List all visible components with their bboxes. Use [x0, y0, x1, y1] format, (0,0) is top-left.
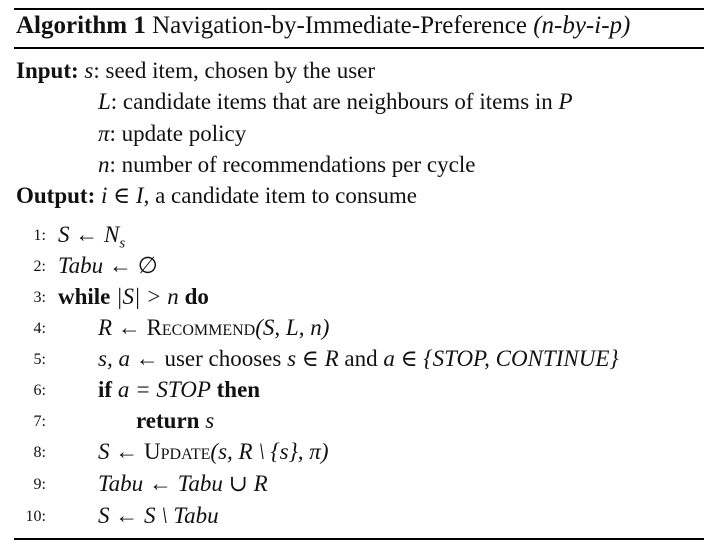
step-body	[98, 346, 619, 372]
input-line-2	[98, 121, 246, 147]
assign-arrow: ←	[115, 439, 139, 464]
step-body	[98, 503, 219, 529]
input-line-0	[16, 58, 375, 84]
input-symbol: n	[98, 152, 110, 177]
step-number: 3:	[33, 289, 46, 306]
function-update: Update	[144, 439, 211, 464]
step-var: Tabu	[58, 253, 104, 278]
step-body	[98, 439, 328, 465]
step-var: Tabu	[98, 471, 144, 496]
step-number: 4:	[33, 320, 46, 337]
keyword-return: return	[136, 408, 200, 433]
step-body	[98, 315, 329, 341]
step-body	[98, 377, 260, 403]
keyword-while: while	[58, 284, 111, 309]
bottom-rule	[14, 538, 704, 540]
step-number: 6:	[33, 382, 46, 399]
step-body	[58, 222, 125, 253]
keyword-do: do	[184, 284, 209, 309]
keyword-then: then	[216, 377, 261, 402]
step-expr: ∅	[137, 253, 158, 278]
step-var: S	[98, 439, 110, 464]
step-expr: s ∈ R	[287, 346, 339, 371]
keyword-if: if	[98, 377, 113, 402]
step-number: 9:	[33, 476, 46, 493]
title-rule	[14, 47, 704, 49]
function-recommend: Recommend	[146, 315, 256, 340]
assign-arrow: ←	[75, 222, 99, 247]
step-expr: S \ Tabu	[144, 503, 219, 528]
output-line	[16, 183, 417, 209]
algorithm-abbrev: (n-by-i-p)	[533, 12, 631, 39]
step-var: S	[58, 222, 70, 247]
step-number: 7:	[33, 413, 46, 430]
assign-arrow: ←	[117, 315, 141, 340]
input-keyword: Input:	[16, 58, 79, 83]
top-rule	[14, 8, 704, 10]
step-expr: |S| > n	[116, 284, 179, 309]
algorithm-title	[16, 12, 630, 40]
input-line-1	[98, 89, 573, 115]
step-number: 5:	[33, 351, 46, 368]
input-symbol: π	[98, 121, 110, 146]
step-args: (S, L, n)	[255, 315, 330, 340]
step-number: 8:	[33, 444, 46, 461]
input-symbol: s	[84, 58, 94, 83]
algorithm-label: Algorithm 1	[16, 12, 146, 39]
step-subscript: s	[119, 235, 126, 252]
input-desc-tail: P	[558, 89, 573, 114]
assign-arrow: ←	[115, 503, 139, 528]
step-text: user chooses	[164, 346, 288, 371]
step-number: 1:	[33, 227, 46, 244]
step-expr: s	[205, 408, 215, 433]
assign-arrow: ←	[108, 253, 132, 278]
step-body	[98, 471, 268, 497]
input-desc: : seed item, chosen by the user	[93, 58, 376, 83]
input-desc: : number of recommendations per cycle	[109, 152, 476, 177]
input-line-3	[98, 152, 475, 178]
step-number: 2:	[33, 258, 46, 275]
step-expr: Tabu ∪ R	[177, 471, 268, 496]
step-body	[58, 253, 158, 279]
step-args: (s, R \ {s}, π)	[210, 439, 329, 464]
step-expr: a ∈ {STOP, CONTINUE}	[383, 346, 619, 371]
step-text: and	[338, 346, 384, 371]
algorithm-name: Navigation-by-Immediate-Preference	[152, 12, 527, 39]
output-keyword: Output:	[16, 183, 96, 208]
step-expr: a = STOP	[117, 377, 211, 402]
step-body	[58, 284, 209, 310]
step-var: R	[98, 315, 113, 340]
assign-arrow: ←	[148, 471, 172, 496]
step-var: S	[98, 503, 110, 528]
step-var: s, a	[98, 346, 130, 371]
input-desc: : update policy	[109, 121, 247, 146]
step-expr: N	[104, 222, 120, 247]
step-body	[136, 408, 214, 434]
step-number: 10:	[25, 508, 46, 525]
input-symbol: L	[98, 89, 111, 114]
output-symbol: i ∈ I	[101, 183, 144, 208]
input-desc: : candidate items that are neighbours of items in	[110, 89, 559, 114]
output-desc: , a candidate item to consume	[143, 183, 417, 208]
assign-arrow: ←	[135, 346, 159, 371]
